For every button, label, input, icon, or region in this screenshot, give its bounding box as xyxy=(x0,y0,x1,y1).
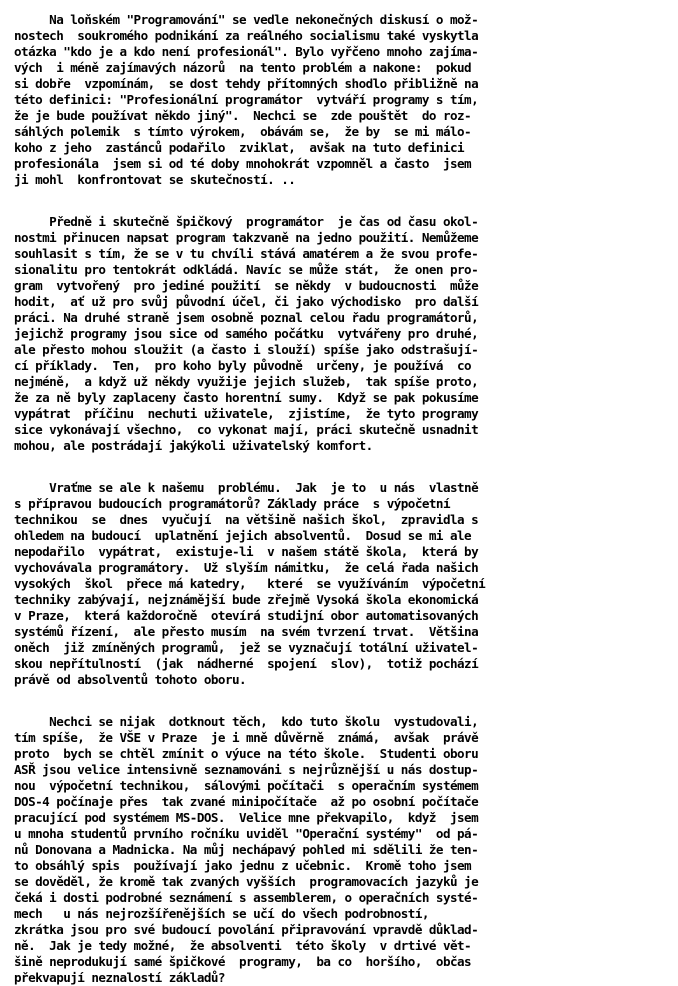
text-line: gram vytvořený pro jediné použití se někdy v budoucnosti může xyxy=(14,278,479,293)
text-line: zkrátka jsou pro své budoucí povolání připravování vpravdě důklad- xyxy=(14,922,479,937)
text-line: čeká i dosti podrobné seznámení s assemblerem, o operačních systé- xyxy=(14,890,479,905)
text-line: nostech soukromého podnikání za reálného socialismu také vyskytla xyxy=(14,28,479,43)
text-line: DOS-4 počínaje přes tak zvané minipočítače až po osobní počítače xyxy=(14,794,479,809)
text-line: techniky zabývají, nejznámější bude zřejmě Vysoká škola ekonomická xyxy=(14,592,479,607)
text-line: vých i méně zajímavých názorů na tento problém a nakone: pokud xyxy=(14,60,472,75)
text-line: nepodařilo vypátrat, existuje-li v našem státě škola, která by xyxy=(14,544,479,559)
text-line: mech u nás nejrozšířenějších se učí do všech podrobností, xyxy=(14,906,429,921)
text-line: se dověděl, že kromě tak zvaných vyšších programovacích jazyků je xyxy=(14,874,479,889)
text-line: proto bych se chtěl zmínit o výuce na této škole. Studenti oboru xyxy=(14,746,479,761)
text-line: že je bude používat někdo jiný". Nechci se zde pouštět do roz- xyxy=(14,108,472,123)
text-line: Vraťme se ale k našemu problému. Jak je to u nás vlastně xyxy=(14,480,479,495)
text-line: právě od absolventů tohoto oboru. xyxy=(14,672,247,687)
text-line: Na loňském "Programování" se vedle nekonečných diskusí o mož- xyxy=(14,12,479,27)
text-line: vypátrat příčinu nechuti uživatele, zjistíme, že tyto programy xyxy=(14,406,479,421)
text-line: nostmi přinucen napsat program takzvaně na jedno použití. Nemůžeme xyxy=(14,230,479,245)
text-line: Předně i skutečně špičkový programátor je čas od času okol- xyxy=(14,214,479,229)
text-line: sice vykonávají všechno, co vykonat mají, práci skutečně usnadnit xyxy=(14,422,479,437)
text-line: sionalitu pro tentokrát odkládá. Navíc se může stát, že onen pro- xyxy=(14,262,479,277)
text-line: tím spíše, že VŠE v Praze je i mně důvěrně známá, avšak právě xyxy=(14,730,479,745)
text-line: otázka "kdo je a kdo není profesionál". Bylo vyřčeno mnoho zajíma- xyxy=(14,44,479,59)
text-line: souhlasit s tím, že se v tu chvíli stává amatérem a že svou profe- xyxy=(14,246,479,261)
text-line: u mnoha studentů prvního ročníku uviděl "Operační systémy" od pá- xyxy=(14,826,479,841)
text-line: pracující pod systémem MS-DOS. Velice mne překvapilo, když jsem xyxy=(14,810,479,825)
text-line: jejichž programy jsou sice od samého počátku vytvářeny pro druhé, xyxy=(14,326,479,341)
text-line: nů Donovana a Madnicka. Na můj nechápavý pohled mi sdělili že ten- xyxy=(14,842,479,857)
text-line: systémů řízení, ale přesto musím na svém tvrzení trvat. Většina xyxy=(14,624,479,639)
text-line: práci. Na druhé straně jsem osobně poznal celou řadu programátorů, xyxy=(14,310,479,325)
text-line: to obsáhlý spis používají jako jednu z učebnic. Kromě toho jsem xyxy=(14,858,472,873)
paragraph xyxy=(14,214,668,454)
text-line: ASŘ jsou velice intensivně seznamováni s nejrůznější u nás dostup- xyxy=(14,762,479,777)
text-line: Nechci se nijak dotknout těch, kdo tuto školu vystudovali, xyxy=(14,714,479,729)
text-line: překvapují neznalostí základů? xyxy=(14,970,225,985)
text-line: profesionála jsem si od té doby mnohokrát vzpomněl a často jsem xyxy=(14,156,472,171)
text-line: ale přesto mohou sloužit (a často i slouží) spíše jako odstrašují- xyxy=(14,342,479,357)
text-line: s přípravou budoucích programátorů? Základy práce s výpočetní xyxy=(14,496,450,511)
text-line: hodit, ať už pro svůj původní účel, či jako východisko pro další xyxy=(14,294,479,309)
text-line: skou nepřítulností (jak nádherné spojení slov), totiž pochází xyxy=(14,656,479,671)
text-line: technikou se dnes vyučují na většině našich škol, zpravidla s xyxy=(14,512,479,527)
text-line: vysokých škol přece má katedry, které se využíváním výpočetní xyxy=(14,576,486,591)
text-line: této definici: "Profesionální programátor vytváří programy s tím, xyxy=(14,92,479,107)
text-line: ohledem na budoucí uplatnění jejich absolventů. Dosud se mi ale xyxy=(14,528,472,543)
paragraph xyxy=(14,714,668,986)
text-line: mohou, ale postrádají jakýkoli uživatelský komfort. xyxy=(14,438,373,453)
text-line: sáhlých polemik s tímto výrokem, obávám se, že by se mi málo- xyxy=(14,124,472,139)
text-line: nejméně, a když už někdy využije jejich služeb, tak spíše proto, xyxy=(14,374,479,389)
paragraph xyxy=(14,12,668,188)
text-line: oněch již zmíněných programů, jež se vyznačují totální uživatel- xyxy=(14,640,479,655)
text-line: koho z jeho zastánců podařilo zviklat, avšak na tuto definici xyxy=(14,140,465,155)
text-line: cí příklady. Ten, pro koho byly původně určeny, je používá co xyxy=(14,358,472,373)
paragraph xyxy=(14,480,668,688)
text-line: v Praze, která každoročně otevírá studijní obor automatisovaných xyxy=(14,608,479,623)
text-line: nou výpočetní technikou, sálovými počítači s operačním systémem xyxy=(14,778,479,793)
text-line: šině neprodukují samé špičkové programy, ba co horšího, občas xyxy=(14,954,472,969)
text-line: ně. Jak je tedy možné, že absolventi této školy v drtivé vět- xyxy=(14,938,472,953)
text-line: že za ně byly zaplaceny často horentní sumy. Když se pak pokusíme xyxy=(14,390,479,405)
text-line: si dobře vzpomínám, se dost tehdy přítomných shodlo přibližně na xyxy=(14,76,479,91)
text-line: vychovávala programátory. Už slyším námitku, že celá řada našich xyxy=(14,560,479,575)
text-line: ji mohl konfrontovat se skutečností. .. xyxy=(14,172,296,187)
